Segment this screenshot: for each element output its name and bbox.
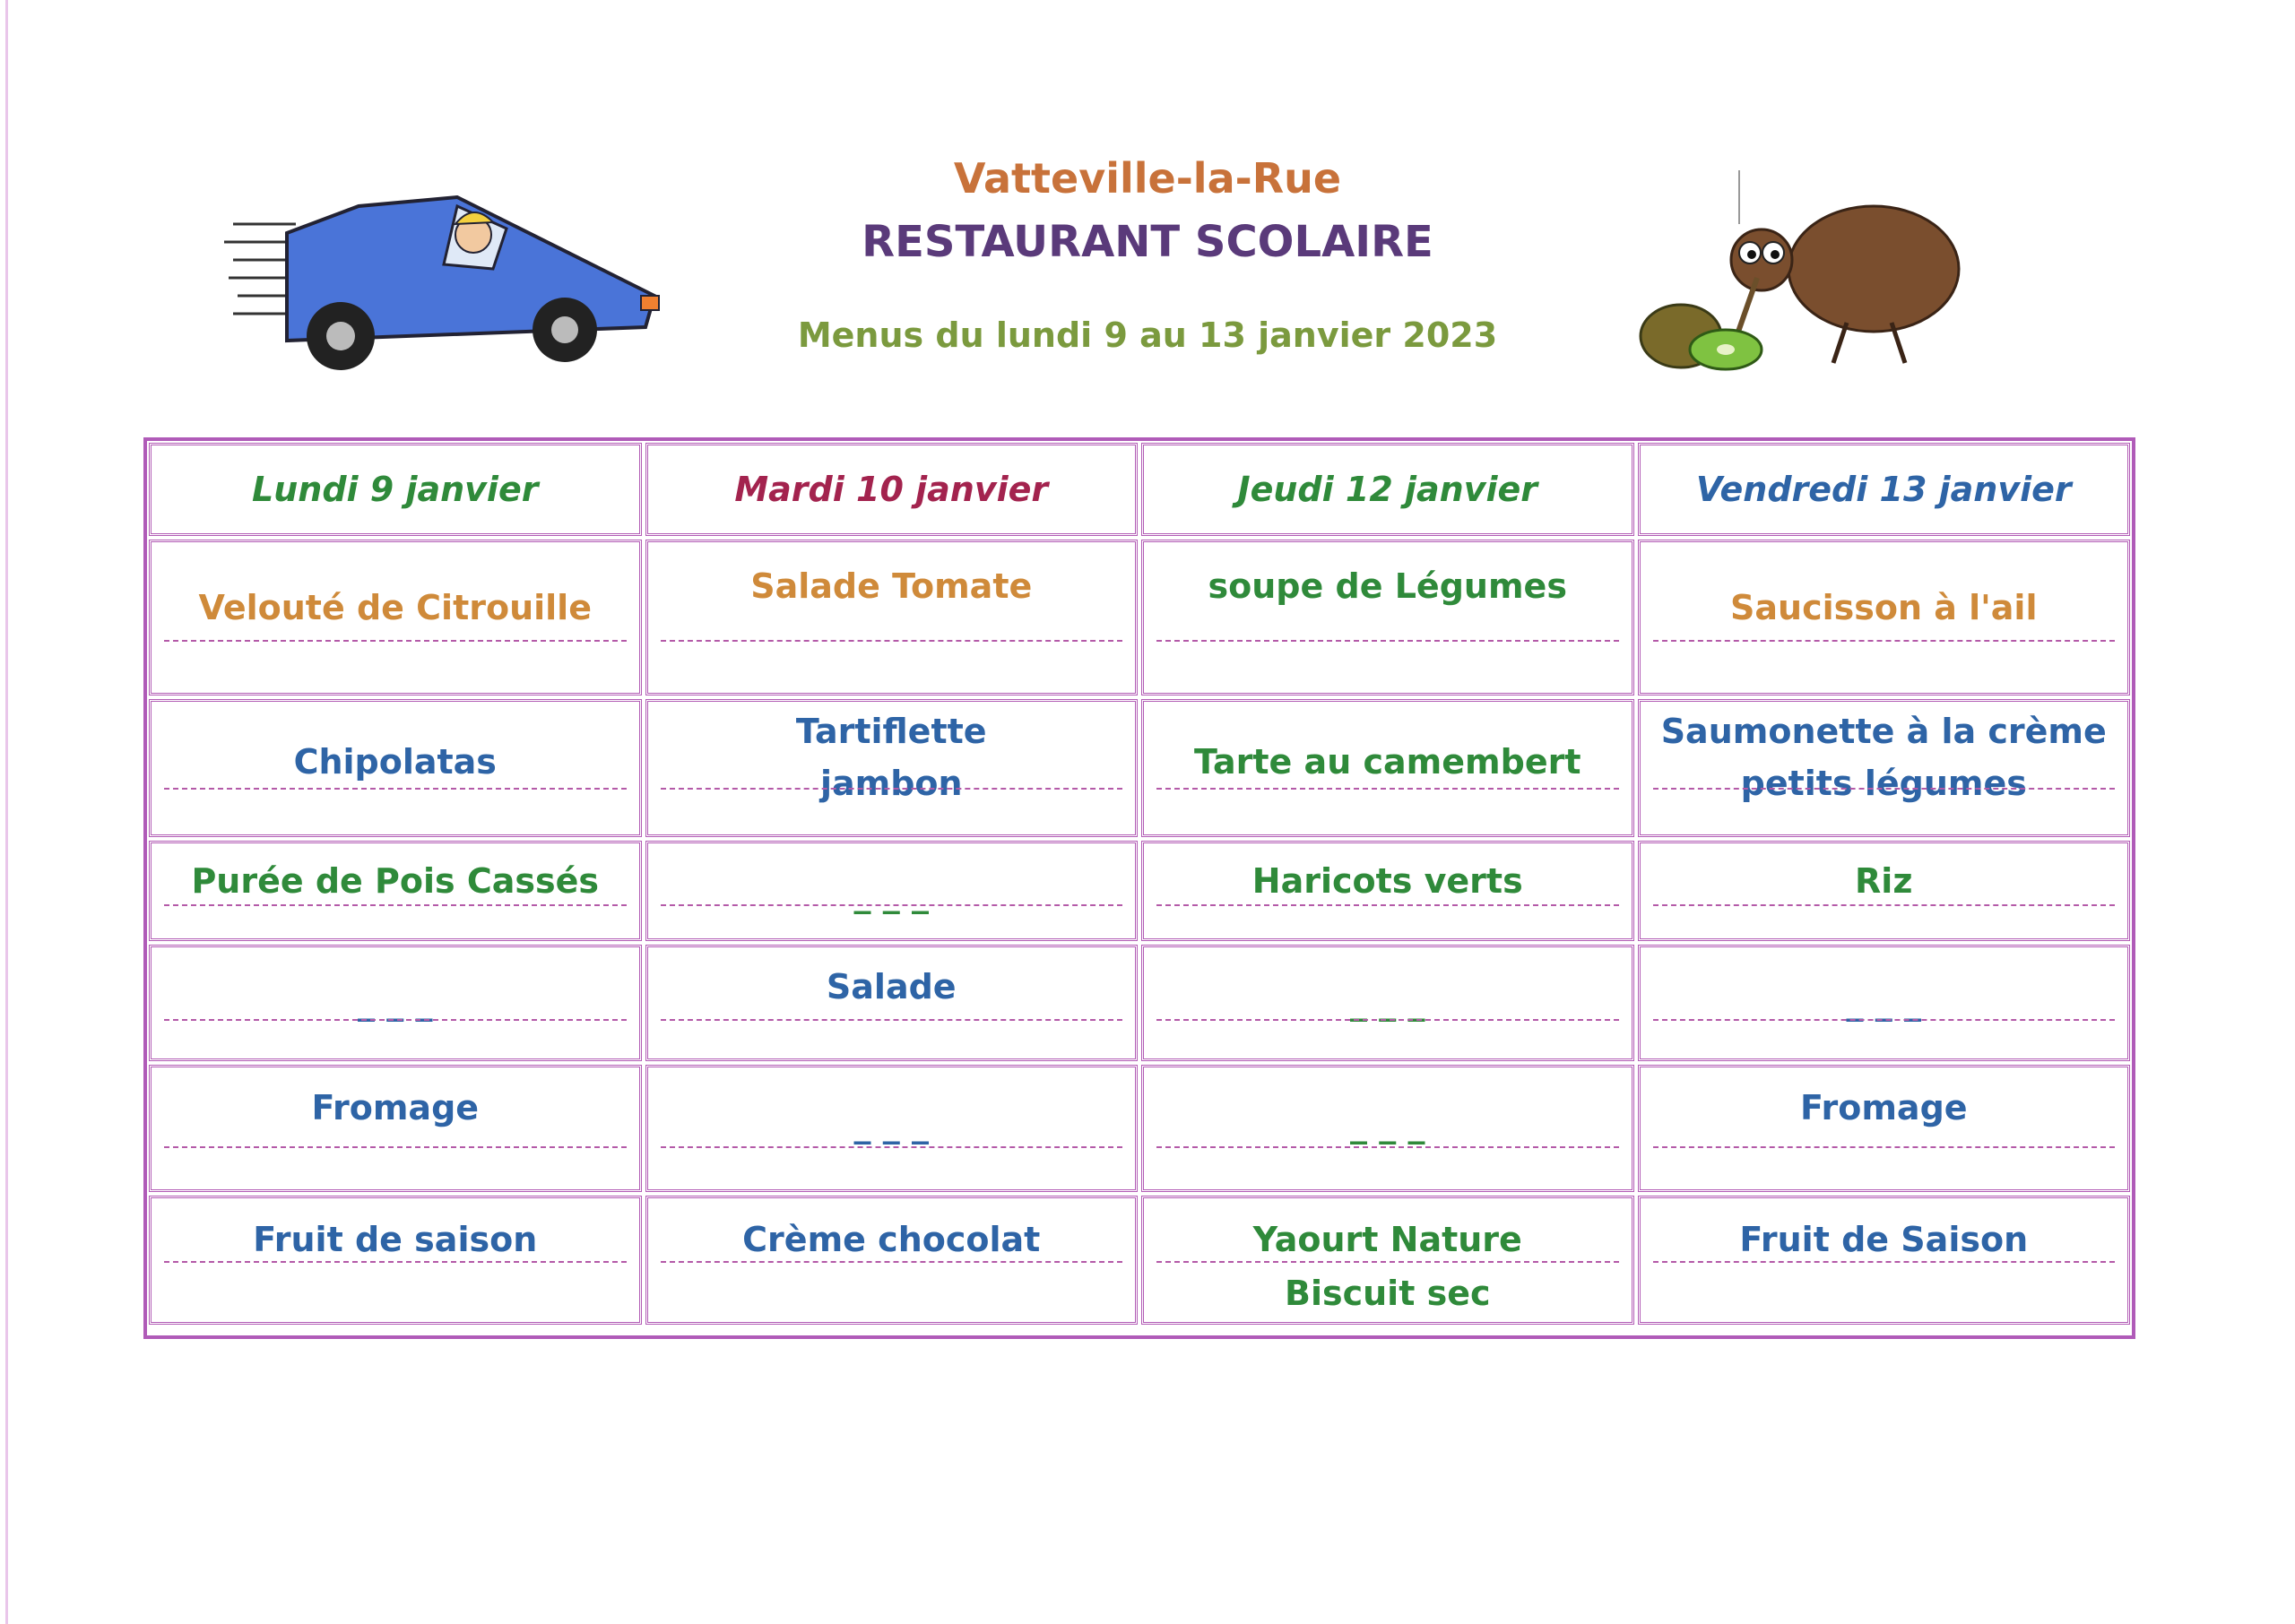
- day-header-tuesday: [645, 443, 1139, 536]
- menu-cell: [645, 1196, 1139, 1325]
- menu-cell: [1638, 945, 2131, 1061]
- menu-cell: [1638, 1065, 2131, 1192]
- dish: Saucisson à l'ail: [1730, 587, 2038, 627]
- day-header-monday: [149, 443, 642, 536]
- menu-cell: [1638, 699, 2131, 837]
- menu-cell: [1141, 699, 1634, 837]
- dish: Biscuit sec: [1284, 1274, 1491, 1313]
- day-label: Jeudi 12 janvier: [1237, 470, 1538, 509]
- menu-cell: [645, 841, 1139, 941]
- dish: Crème chocolat: [742, 1219, 1041, 1259]
- menu-cell: [149, 945, 642, 1061]
- menu-cell: [149, 540, 642, 695]
- menu-cell: [1141, 1065, 1634, 1192]
- dish: Saumonette à la crème petits légumes: [1660, 712, 2107, 803]
- dish: Fruit de saison: [253, 1219, 538, 1259]
- dish: Yaourt Nature: [1252, 1219, 1522, 1259]
- dish: Fromage: [311, 1088, 480, 1128]
- kiwi-illustration: [1632, 170, 1972, 376]
- dish: Chipolatas: [293, 742, 497, 782]
- menu-cell: [645, 945, 1139, 1061]
- menu-cell: [1638, 841, 2131, 941]
- dish: Fruit de Saison: [1739, 1219, 2029, 1259]
- page-title: RESTAURANT SCOLAIRE: [862, 217, 1433, 267]
- day-label: Lundi 9 janvier: [252, 470, 539, 509]
- town-name: Vatteville-la-Rue: [953, 154, 1342, 203]
- dish: Tarte au camembert: [1193, 742, 1581, 782]
- day-header-friday: [1638, 443, 2131, 536]
- header: [0, 0, 2295, 421]
- menu-cell: [1141, 1196, 1634, 1325]
- menu-cell: [1638, 540, 2131, 695]
- menu-cell: [645, 699, 1139, 837]
- dish: _ _ _: [1350, 982, 1425, 1023]
- menu-cell: [149, 1196, 642, 1325]
- dish: _ _ _: [853, 1105, 929, 1145]
- dish: Salade: [826, 966, 957, 1006]
- menu-table: [143, 437, 2135, 1339]
- dish: Haricots verts: [1251, 860, 1523, 901]
- dish: soupe de Légumes: [1208, 566, 1567, 607]
- menu-cell: [1141, 540, 1634, 695]
- dish: _ _ _: [1350, 1105, 1425, 1145]
- menu-cell: [149, 1065, 642, 1192]
- menu-cell: [149, 841, 642, 941]
- dish: _ _ _: [358, 982, 433, 1023]
- menu-cell: [1141, 945, 1634, 1061]
- dish: Tartiflette jambon: [795, 712, 987, 803]
- dish: Riz: [1855, 860, 1913, 901]
- menu-cell: [645, 1065, 1139, 1192]
- menu-cell: [149, 699, 642, 837]
- dish: Fromage: [1799, 1088, 1968, 1128]
- menu-period: Menus du lundi 9 au 13 janvier 2023: [797, 315, 1498, 355]
- dish: _ _ _: [853, 874, 929, 914]
- dish: _ _ _: [1846, 982, 1921, 1023]
- menu-cell: [645, 540, 1139, 695]
- day-label: Mardi 10 janvier: [734, 470, 1049, 509]
- menu-cell: [1141, 841, 1634, 941]
- menu-cell: [1638, 1196, 2131, 1325]
- day-header-thursday: [1141, 443, 1634, 536]
- dish: Salade Tomate: [750, 566, 1033, 607]
- dish: Purée de Pois Cassés: [191, 860, 600, 901]
- dish: Velouté de Citrouille: [198, 587, 592, 627]
- day-label: Vendredi 13 janvier: [1695, 470, 2072, 509]
